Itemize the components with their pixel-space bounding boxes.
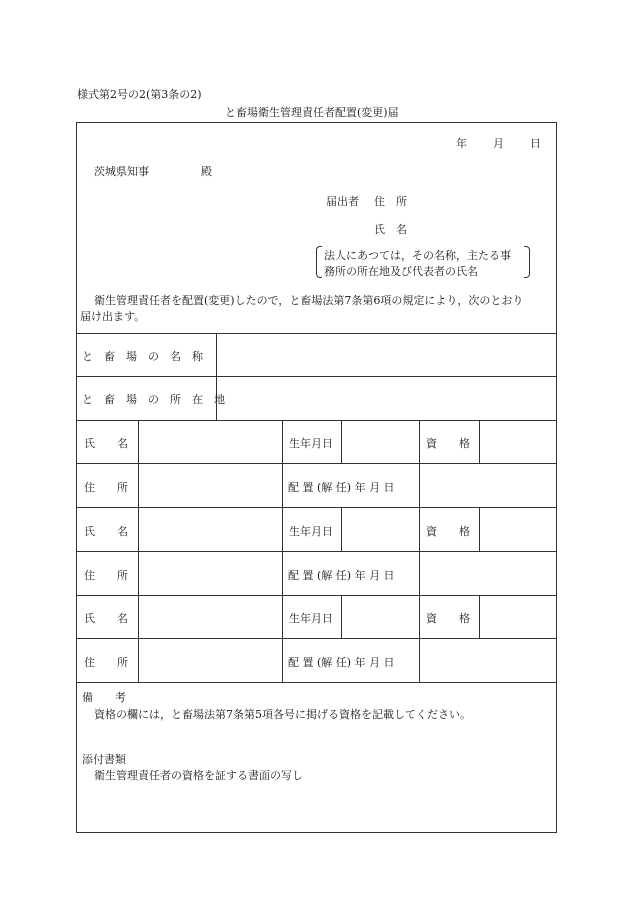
rule: [282, 420, 283, 682]
corporate-note-line2: 務所の所在地及び代表者の氏名: [324, 265, 478, 278]
corporate-note-line1: 法人にあつては，その名称，主たる事: [324, 249, 511, 262]
addressee: 茨城県知事: [94, 165, 149, 178]
rule: [76, 682, 557, 683]
manager-address-label: 住 所: [84, 656, 128, 669]
manager-name-label: 氏 名: [84, 437, 128, 450]
rule: [479, 420, 480, 463]
applicant-name-label: 氏 名: [374, 223, 407, 236]
remarks-text: 資格の欄には，と畜場法第7条第5項各号に掲げる資格を記載してください。: [94, 708, 471, 721]
manager-qualification-label: 資 格: [426, 612, 470, 625]
manager-dob-label: 生年月日: [289, 612, 333, 625]
rule: [138, 420, 139, 682]
manager-assignment-label: 配 置 (解 任) 年 月 日: [288, 481, 395, 494]
attachments-label: 添付書類: [82, 753, 126, 766]
note-bracket-left: [316, 246, 322, 278]
rule: [76, 333, 557, 334]
manager-name-label: 氏 名: [84, 612, 128, 625]
form-number: 様式第2号の2(第3条の2): [77, 88, 202, 101]
manager-assignment-label: 配 置 (解 任) 年 月 日: [288, 569, 395, 582]
rule: [76, 376, 557, 377]
date-year[interactable]: 年: [456, 137, 467, 150]
applicant-address-label: 住 所: [374, 195, 407, 208]
manager-qualification-label: 資 格: [426, 525, 470, 538]
statement-line2: 届け出ます。: [80, 310, 146, 323]
date-month[interactable]: 月: [493, 137, 504, 150]
manager-address-label: 住 所: [84, 481, 128, 494]
date-day[interactable]: 日: [530, 137, 541, 150]
rule: [341, 507, 342, 551]
honorific: 殿: [201, 165, 212, 178]
remarks-label: 備 考: [82, 691, 126, 704]
manager-qualification-label: 資 格: [426, 437, 470, 450]
rule: [76, 463, 557, 464]
manager-name-label: 氏 名: [84, 525, 128, 538]
form-title: と畜場衛生管理責任者配置(変更)届: [225, 106, 399, 119]
statement-line1: 衛生管理責任者を配置(変更)したので，と畜場法第7条第6項の規定により，次のとおり: [94, 294, 524, 307]
manager-assignment-label: 配 置 (解 任) 年 月 日: [288, 656, 395, 669]
attachments-text: 衛生管理責任者の資格を証する書面の写し: [94, 769, 303, 782]
rule: [76, 595, 557, 596]
manager-address-label: 住 所: [84, 569, 128, 582]
rule: [419, 420, 420, 682]
manager-dob-label: 生年月日: [289, 525, 333, 538]
rule: [479, 507, 480, 551]
rule: [479, 595, 480, 638]
applicant-label: 届出者: [326, 195, 359, 208]
facility-location-label: と 畜 場 の 所 在 地: [82, 393, 225, 406]
rule: [76, 638, 557, 639]
rule: [341, 420, 342, 463]
rule: [76, 551, 557, 552]
rule: [341, 595, 342, 638]
rule: [76, 507, 557, 508]
manager-dob-label: 生年月日: [289, 437, 333, 450]
note-bracket-right: [524, 246, 530, 278]
rule: [76, 420, 557, 421]
facility-name-label: と 畜 場 の 名 称: [82, 350, 203, 363]
form-frame: [76, 122, 557, 833]
